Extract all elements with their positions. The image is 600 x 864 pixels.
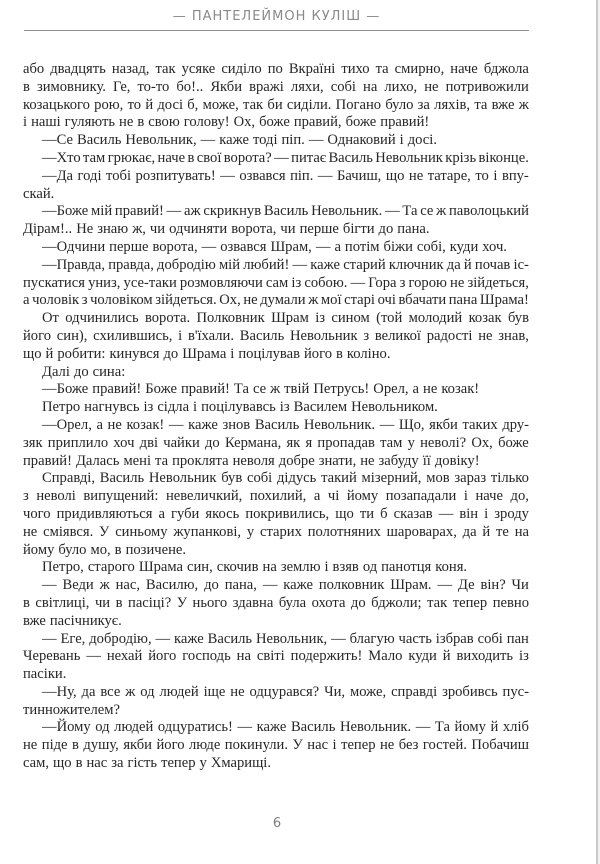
text-line: Справді, Василь Невольник був собі дідусь такий мізерний, мов зараз тілько [42, 470, 529, 487]
text-line: —Одчини перше ворота, — озвався Шрам, — а потім біжи собі, куди хоч. [42, 238, 507, 255]
text-line: правий! Далась мені та проклята неволя добре знати, не забуду її довіку! [23, 452, 480, 469]
body-text [23, 61, 529, 773]
text-line: його син), схилившись, і в'їхали. Василь Невольник з великої радості не знав, [23, 327, 529, 344]
text-line: і наші гуляють не в свою голову! Ох, боже правий, боже правий! [23, 114, 430, 131]
text-line: Черевань — нехай його господь на світі подержить! Мало куди й виходить із [23, 648, 529, 665]
text-line: пускатися униз, усе-таки розмовляючи сам із собою. — Гора з горою не зійдеться, [23, 274, 529, 291]
text-line: —Ну, да все ж од людей іще не одцурався? Чи, може, справді зробивсь пус- [42, 683, 529, 700]
text-line: Далі до сина: [42, 363, 126, 380]
text-line: тинножителем? [23, 701, 120, 718]
text-line: не сміявся. У синьому жупанкові, у старих полотняних шароварах, да й те на [23, 523, 529, 540]
text-line: —Йому од людей одцуратись! — каже Василь Невольник. — Та йому й хліб [42, 719, 529, 736]
text-line: чого придивляються а губи якось покривились, що ти б сказав — він і зроду [23, 505, 529, 522]
text-line: Петро нагнувсь із сідла і поцілувавсь із Василем Невольником. [42, 399, 438, 416]
header-rule [24, 30, 529, 31]
text-line: скай. [23, 185, 55, 202]
text-line: —Да годі тобі розпитувать! — озвався піп. — Бачиш, що не татаре, то і впу- [42, 167, 529, 184]
text-line: що й робити: кинувся до Шрама і поцілував його в коліно. [23, 345, 391, 362]
running-head-author: — ПАНТЕЛЕЙМОН КУЛІШ — [172, 9, 381, 24]
text-line: пасіки. [23, 666, 67, 683]
text-line: а чоловік з чоловіком зійдеться. Ох, не думали ж мої старі очі вбачати пана Шрама! [23, 292, 529, 309]
text-line: Дірам!.. Не знаю ж, чи одчиняти ворота, чи перше бігти до пана. [23, 221, 430, 238]
text-line: вже пасічникує. [23, 612, 122, 629]
text-line: —Орел, а не козак! — каже знов Василь Невольник. — Що, якби таких дру- [42, 416, 529, 433]
page-number: 6 [272, 816, 282, 831]
text-line: не піде в душу, якби його люде покинули. У нас і тепер не без гостей. Побачиш [23, 737, 529, 754]
text-line: —Боже правий! Боже правий! Та се ж твій Петрусь! Орел, а не козак! [42, 381, 480, 398]
text-line: Петро, старого Шрама син, скочив на землю і взяв од панотця коня. [42, 559, 468, 576]
text-line: сам, що в нас за гість тепер у Хмарищі. [23, 755, 272, 772]
text-line: —Правда, правда, добродію мій любий! — каже старий ключник да й почав іс- [42, 256, 529, 273]
text-line: —Боже мій правий! — аж скрикнув Василь Невольник. — Та се ж паволоцький [42, 203, 529, 220]
text-line: —Се Василь Невольник, — каже тоді піп. — Однаковий і досі. [42, 132, 437, 149]
text-line: в зимовнику. Ге, то-то бо!.. Якби вражі ляхи, собі на лихо, не потривожили [23, 78, 529, 95]
text-line: — Веди ж нас, Василю, до пана, — каже полковник Шрам. — Де він? Чи [42, 577, 529, 594]
text-line: козацького рою, то й досі б, може, так би сиділи. Погано було за ляхів, та вже ж [23, 96, 529, 113]
text-line: — Еге, добродію, — каже Василь Невольник, — благую часть ізбрав собі пан [42, 630, 529, 647]
text-line: —Хто там грюкає, наче в свої ворота? — питає Василь Невольник крізь віконце. [42, 149, 529, 166]
text-line: або двадцять назад, так усяке сиділо по Вкраїні тихо та смирно, наче бджола [23, 61, 529, 77]
text-line: в світлиці, чи в пасіці? У нього здавна була охота до бджоли; так тепер певно [23, 594, 529, 611]
text-line: йому було мо, в позичене. [23, 541, 187, 558]
text-line: От одчинились ворота. Полковник Шрам із сином (той молодий козак був [42, 310, 529, 327]
text-line: з неволі випущений: невеличкий, похилий, а чі йому позападали і наче до, [23, 488, 529, 505]
text-line: зяк приплило хоч дві чайки до Кермана, як я пропадав там у неволі? Ох, боже [23, 434, 529, 451]
